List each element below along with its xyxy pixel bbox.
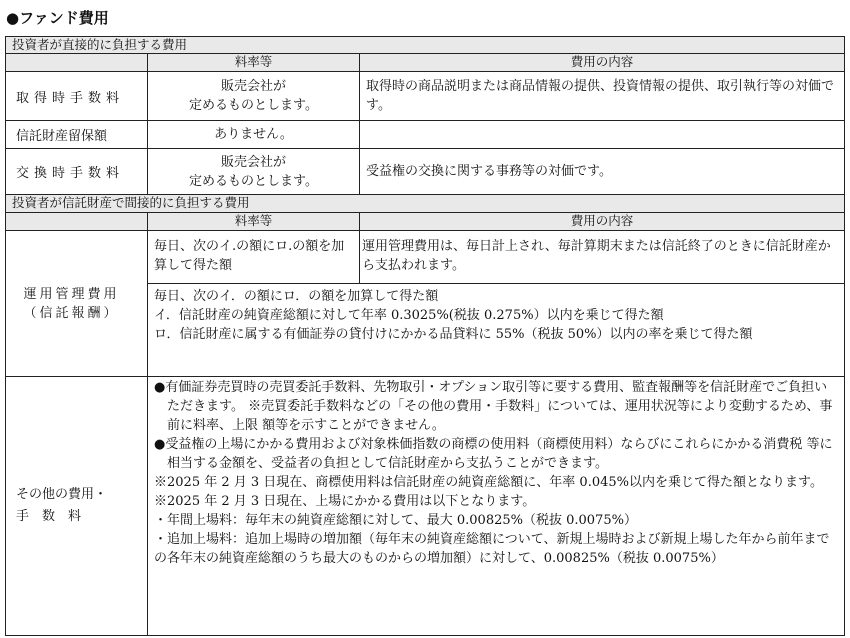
header-rate: 料率等 <box>148 54 360 72</box>
row-label-other-fees <box>6 377 148 635</box>
detail-item-ro: ロ．信託財産に属する有価証券の貸付けにかかる品貸料に 55%（税抜 50%）以内の率を乗じて得た額 <box>154 327 753 342</box>
note-item: ※2025 年 2 月 3 日現在、上場にかかる費用は以下となります。 <box>154 494 536 509</box>
row-content-management-fee: 運用管理費用は、毎日計上され、毎計算期末または信託終了のときに信託財産から支払われます。 <box>360 231 844 284</box>
row-rate-management-fee: 毎日、次のイ.の額にロ.の額を加算して得た額 <box>148 231 360 284</box>
row-label-text: 取得時手数料 <box>16 90 125 106</box>
rate-line: 販売会社が <box>220 154 286 170</box>
bullet-item: ●受益権の上場にかかる費用および対象株価指数の商標の使用料（商標使用料）ならびにこれらにかかる消費税 等に相当する金額を、受益者の負担として信託財産から支払うことができます。 <box>154 437 833 471</box>
row-label-text: 信託財産留保額 <box>16 129 108 144</box>
row-rate-exchange-fee <box>148 149 360 195</box>
row-rate-purchase-fee <box>148 72 360 121</box>
label-line: 手 数 料 <box>16 509 82 524</box>
rate-line: ありません。 <box>214 127 293 142</box>
bullet-item: ●有価証券売買時の売買委託手数料、先物取引・オプション取引等に要する費用、監査報酬等を信託財産でご負担いただきます。 ※売買委託手数料などの「その他の費用・手数料」については、運用状況等により変動するため、事前に料率、上限 額等を示すことができません。 <box>154 380 833 433</box>
label-line: その他の費用・ <box>16 487 108 502</box>
row-label-exchange-fee <box>6 149 148 195</box>
label-line: （信託報酬） <box>23 305 120 321</box>
section-direct-heading: 投資者が直接的に負担する費用 <box>6 37 844 54</box>
header-blank <box>6 213 148 231</box>
header-content: 費用の内容 <box>360 213 844 231</box>
row-content-purchase-fee: 取得時の商品説明または商品情報の提供、投資情報の提供、取引執行等の対価です。 <box>360 72 844 121</box>
rate-line: 定めるものとします。 <box>189 98 318 113</box>
row-label-management-fee <box>6 231 148 377</box>
rate-line: 販売会社が <box>220 79 286 94</box>
header-blank <box>6 54 148 72</box>
fee-item: ・追加上場料：追加上場時の増加額（毎年末の純資産総額について、新規上場時および新規上場した年から前年までの各年末の純資産総額のうち最大のものからの増加額）に対して、0.00825%（税抜 0.0075%） <box>154 532 830 566</box>
rate-line: 定めるものとします。 <box>189 173 318 189</box>
row-label-retention <box>6 121 148 149</box>
row-content-exchange-fee: 受益権の交換に関する事務等の対価です。 <box>360 149 844 195</box>
row-label-text: 交換時手数料 <box>16 166 125 181</box>
row-label-purchase-fee <box>6 72 148 121</box>
other-fees-detail <box>148 377 844 635</box>
section-indirect-heading: 投資者が信託財産で間接的に負担する費用 <box>6 195 844 213</box>
management-fee-detail <box>148 284 844 377</box>
fund-fee-table <box>5 36 845 636</box>
row-content-retention <box>360 121 844 149</box>
detail-item-i: イ．信託財産の純資産総額に対して年率 0.3025%(税抜 0.275%）以内を乗じて得た額 <box>154 308 664 323</box>
page-title: ●ファンド費用 <box>6 9 109 27</box>
row-rate-retention <box>148 121 360 149</box>
label-line: 運用管理費用 <box>23 286 120 302</box>
fee-item: ・年間上場料：毎年末の純資産総額に対して、最大 0.00825%（税抜 0.0075%） <box>154 513 637 528</box>
header-content: 費用の内容 <box>360 54 844 72</box>
note-item: ※2025 年 2 月 3 日現在、商標使用料は信託財産の純資産総額に、年率 0.045%以内を乗じて得た額となります。 <box>154 475 823 490</box>
header-rate: 料率等 <box>148 213 360 231</box>
detail-intro: 毎日、次のイ．の額にロ．の額を加算して得た額 <box>154 289 439 304</box>
